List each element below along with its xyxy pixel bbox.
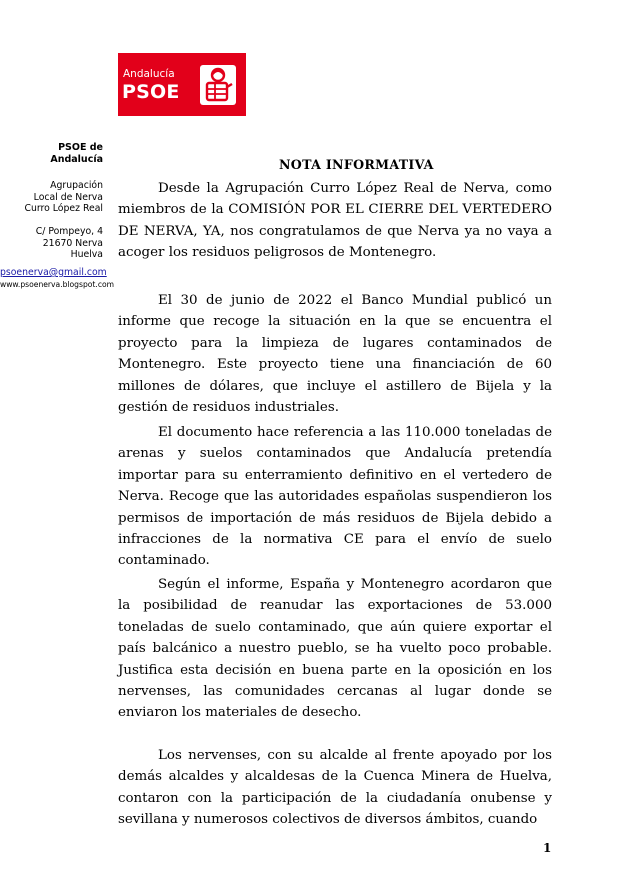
sidebar-agr-line: Curro López Real	[24, 203, 103, 214]
paragraph: Según el informe, España y Montenegro acordaron que la posibilidad de reanudar las exportaciones de 53.000 toneladas de suelo contaminado, que aún quiere exportar el país balcánico a nuestro pueblo, se ha vuelto poco probable. Justifica esta decisión en buena parte en la oposición en los nervenses, las comunidades cercanas al lugar donde se enviaron los materiales de desecho.	[118, 577, 552, 721]
paragraph: Desde la Agrupación Curro López Real de Nerva, como miembros de la COMISIÓN POR EL CIERRE DEL VERTEDERO DE NERVA, YA, nos congratulamos de que Nerva ya no vaya a acoger los residuos peligrosos de Montenegro.	[118, 181, 552, 261]
sidebar-org-line: Andalucía	[50, 153, 103, 165]
psoe-andalucia-logo	[118, 53, 246, 116]
page-number: 1	[543, 841, 552, 855]
sidebar-address	[0, 226, 103, 261]
document-title: NOTA INFORMATIVA	[279, 157, 434, 172]
sidebar-agr-line: Agrupación	[50, 180, 103, 191]
paragraph: Los nervenses, con su alcalde al frente apoyado por los demás alcaldes y alcaldesas de la Cuenca Minera de Huelva, contaron con la participación de la ciudadanía onubense y sevillana y numerosos colectivos de diversos ámbitos, cuando	[118, 748, 552, 828]
sidebar-address-line: C/ Pompeyo, 4	[35, 226, 103, 237]
sidebar-web-link[interactable]: www.psoenerva.blogspot.com	[0, 280, 115, 289]
fist-rose-icon	[198, 63, 238, 107]
sidebar-org-line: PSOE de	[58, 142, 103, 153]
logo-party-text: PSOE	[122, 81, 180, 103]
logo-region-text: Andalucía	[123, 68, 175, 80]
paragraph: El documento hace referencia a las 110.000 toneladas de arenas y suelos contaminados que Andalucía pretendía importar para su enterramiento definitivo en el vertedero de Nerva. Recoge que las autoridades españolas suspendieron los permisos de importación de más residuos de Bijela debido a infracciones de la normativa CE para el envío de suelo contaminado.	[118, 425, 552, 569]
sidebar-agrupacion	[0, 180, 103, 215]
sidebar-address-line: Huelva	[70, 249, 103, 260]
sidebar-organization	[0, 142, 103, 165]
sidebar-agr-line: Local de Nerva	[33, 191, 103, 203]
sidebar-address-line: 21670 Nerva	[42, 237, 103, 249]
sidebar-email-link[interactable]: psoenerva@gmail.com	[0, 267, 107, 278]
paragraph: El 30 de junio de 2022 el Banco Mundial publicó un informe que recoge la situación en la que se encuentra el proyecto para la limpieza de lugares contaminados de Montenegro. Este proyecto tiene una financiación de 60 millones de dólares, que incluye el astillero de Bijela y la gestión de residuos industriales.	[118, 293, 552, 416]
